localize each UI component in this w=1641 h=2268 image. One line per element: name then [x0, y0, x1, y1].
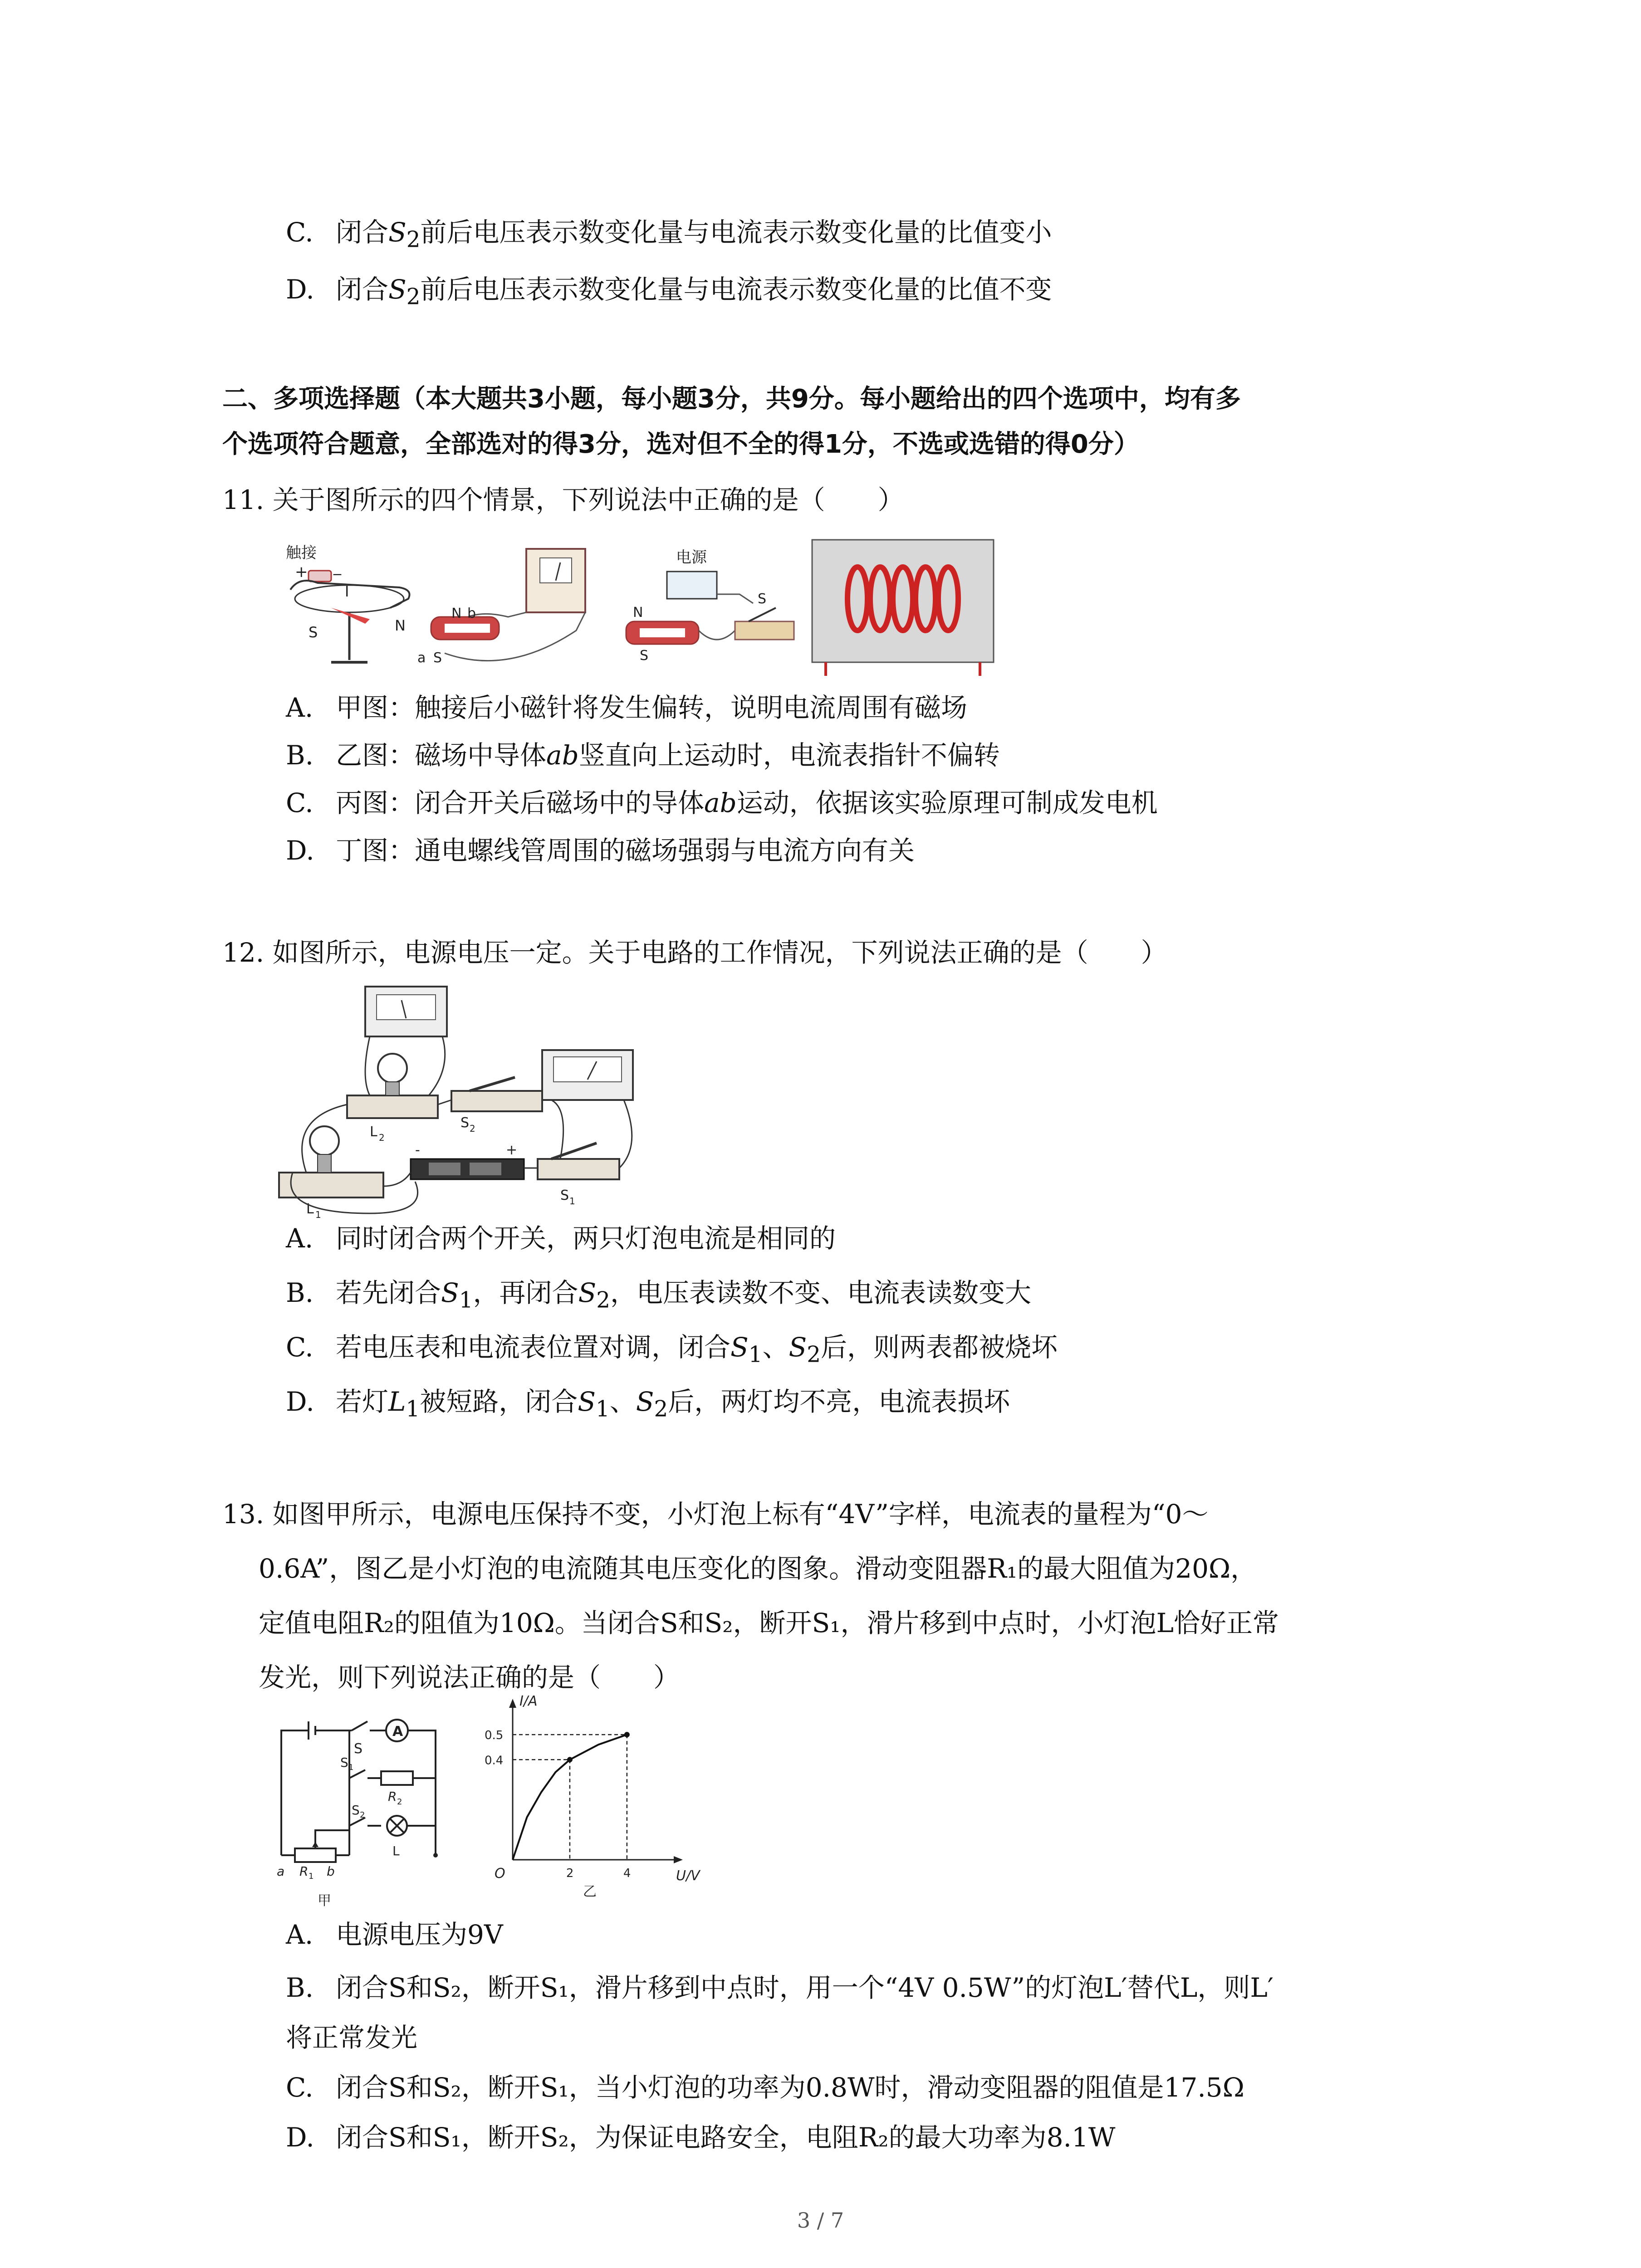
x-axis-label: U/V: [676, 1868, 700, 1884]
solenoid-photo: [812, 540, 994, 662]
iv-chart-svg: [476, 1687, 700, 1901]
svg-text:S: S: [340, 1755, 348, 1770]
q10-option-c: C. 闭合$S_2$前后电压表示数变化量与电流表示数变化量的比值变小: [286, 217, 1052, 253]
svg-text:甲: 甲: [318, 1893, 331, 1909]
section-heading-line2: 个选项符合题意，全部选对的得3分，选对但不全的得1分，不选或选错的得0分）: [222, 430, 1139, 459]
q13-stem-line4: 发光，则下列说法正确的是（ ）: [259, 1662, 680, 1693]
svg-text:a: a: [417, 650, 426, 666]
y-tick-label: 0.4: [485, 1754, 504, 1768]
y-tick-label: 0.5: [485, 1729, 504, 1743]
svg-text:b: b: [327, 1864, 335, 1879]
q11-option-c: C. 丙图：闭合开关后磁场中的导体ab运动，依据该实验原理可制成发电机: [286, 787, 1158, 818]
q13-stem-line1: 13. 如图甲所示，电源电压保持不变，小灯泡上标有“4V”字样，电流表的量程为“0～: [222, 1499, 1209, 1530]
q13-iv-chart: [476, 1687, 700, 1901]
q12-option-b: B. 若先闭合$S_1$，再闭合$S_2$，电压表读数不变、电流表读数变大: [286, 1277, 1032, 1313]
q13-circuit-figure: [277, 1719, 449, 1910]
q11-option-d: D. 丁图：通电螺线管周围的磁场强弱与电流方向有关: [286, 835, 915, 866]
q12-stem: 12. 如图所示，电源电压一定。关于电路的工作情况，下列说法正确的是（ ）: [222, 937, 1167, 968]
svg-text:+: +: [506, 1142, 518, 1158]
x-tick-label: 4: [623, 1867, 631, 1880]
svg-text:S: S: [758, 591, 767, 607]
q13-stem-line2: 0.6A”，图乙是小灯泡的电流随其电压变化的图象。滑动变阻器R₁的最大阻值为20Ω，: [259, 1553, 1257, 1584]
svg-text:L: L: [392, 1843, 400, 1858]
svg-text:N: N: [395, 617, 406, 634]
fig-jia: [286, 544, 410, 662]
q11-figure-svg: [281, 540, 1007, 676]
fig-yi: [417, 549, 585, 666]
origin-label: O: [495, 1866, 505, 1882]
lamp-board-l2: [347, 1095, 438, 1118]
y-axis-label: I/A: [519, 1693, 538, 1709]
svg-text:R: R: [388, 1789, 397, 1804]
svg-text:1: 1: [348, 1763, 354, 1772]
bulb-l2-icon: [378, 1054, 407, 1083]
chart-caption: 乙: [583, 1884, 597, 1900]
svg-text:+: +: [295, 563, 308, 581]
iv-curve: [513, 1735, 627, 1860]
bulb-l1-icon: [310, 1126, 339, 1155]
svg-text:1: 1: [315, 1209, 321, 1220]
q13-option-c: C. 闭合S和S₂，断开S₁，当小灯泡的功率为0.8W时，滑动变阻器的阻值是17.5Ω: [286, 2072, 1244, 2103]
q13-option-a: A. 电源电压为9V: [286, 1919, 503, 1950]
svg-text:S: S: [352, 1803, 360, 1818]
svg-text:b: b: [467, 606, 476, 621]
svg-text:N: N: [633, 605, 643, 621]
page-number: 3 / 7: [797, 2208, 844, 2233]
data-point: [567, 1757, 573, 1762]
svg-text:S: S: [640, 648, 649, 664]
svg-text:电源: 电源: [676, 548, 707, 567]
battery-icon: [309, 571, 331, 582]
q13-option-b: B. 闭合S和S₂，断开S₁，滑片移到中点时，用一个“4V 0.5W”的灯泡L′替代L，则L′: [286, 1972, 1274, 2003]
svg-text:2: 2: [360, 1810, 365, 1820]
power-supply-icon: [667, 572, 717, 599]
svg-text:a: a: [277, 1864, 285, 1879]
battery-icon: [411, 1159, 524, 1179]
x-axis-arrow: [674, 1856, 683, 1863]
x-tick-label: 2: [566, 1867, 574, 1880]
q12-option-a: A. 同时闭合两个开关，两只灯泡电流是相同的: [286, 1223, 836, 1254]
q13-stem-line3: 定值电阻R₂的阻值为10Ω。当闭合S和S₂，断开S₁，滑片移到中点时，小灯泡L恰好正常: [259, 1608, 1279, 1638]
svg-text:S: S: [354, 1741, 363, 1757]
svg-text:R: R: [299, 1864, 309, 1879]
svg-text:S: S: [309, 624, 318, 641]
svg-text:S: S: [460, 1115, 470, 1131]
switch-s1-icon[interactable]: [538, 1159, 619, 1179]
svg-text:A: A: [392, 1724, 403, 1740]
svg-text:2: 2: [470, 1123, 475, 1134]
q12-circuit-svg: [279, 987, 651, 1222]
q12-option-d: D. 若灯$L_1$被短路，闭合$S_1$、$S_2$后，两灯均不亮，电流表损坏: [286, 1386, 1010, 1422]
svg-text:L: L: [306, 1201, 314, 1217]
q11-figure: [281, 540, 1007, 676]
switch-icon: [735, 621, 794, 640]
fig-ding: [812, 540, 994, 676]
svg-text:1: 1: [569, 1196, 575, 1207]
svg-text:触接: 触接: [286, 544, 317, 562]
q13-circuit-svg: [277, 1719, 449, 1910]
q10-option-d: D. 闭合$S_2$前后电压表示数变化量与电流表示数变化量的比值不变: [286, 274, 1052, 310]
svg-text:N: N: [451, 606, 462, 621]
svg-text:S: S: [433, 650, 442, 666]
q13-option-b-cont: 将正常发光: [286, 2022, 418, 2053]
svg-text:2: 2: [379, 1132, 385, 1143]
svg-text:L: L: [370, 1124, 377, 1140]
svg-text:S: S: [560, 1188, 569, 1203]
svg-text:-: -: [415, 1142, 420, 1158]
fig-bing: [626, 548, 794, 664]
switch-s2-icon[interactable]: [451, 1091, 542, 1111]
q12-option-c: C. 若电压表和电流表位置对调，闭合$S_1$、$S_2$后，则两表都被烧坏: [286, 1332, 1058, 1368]
q13-option-d: D. 闭合S和S₁，断开S₂，为保证电路安全，电阻R₂的最大功率为8.1W: [286, 2122, 1116, 2153]
svg-text:1: 1: [309, 1872, 314, 1881]
svg-text:_: _: [333, 557, 341, 576]
q11-option-a: A. 甲图：触接后小磁针将发生偏转，说明电流周围有磁场: [286, 692, 968, 723]
section-heading-line1: 二、多项选择题（本大题共3小题，每小题3分，共9分。每小题给出的四个选项中，均有多: [222, 384, 1241, 414]
svg-text:2: 2: [397, 1797, 402, 1807]
svg-text:I: I: [345, 583, 349, 600]
q11-option-b: B. 乙图：磁场中导体ab竖直向上运动时，电流表指针不偏转: [286, 740, 1000, 771]
q11-stem: 11. 关于图所示的四个情景，下列说法中正确的是（ ）: [222, 484, 904, 515]
chart-marks: [485, 1729, 631, 1880]
y-axis-arrow: [509, 1699, 516, 1708]
data-point: [624, 1732, 630, 1737]
q12-figure: [279, 987, 651, 1222]
